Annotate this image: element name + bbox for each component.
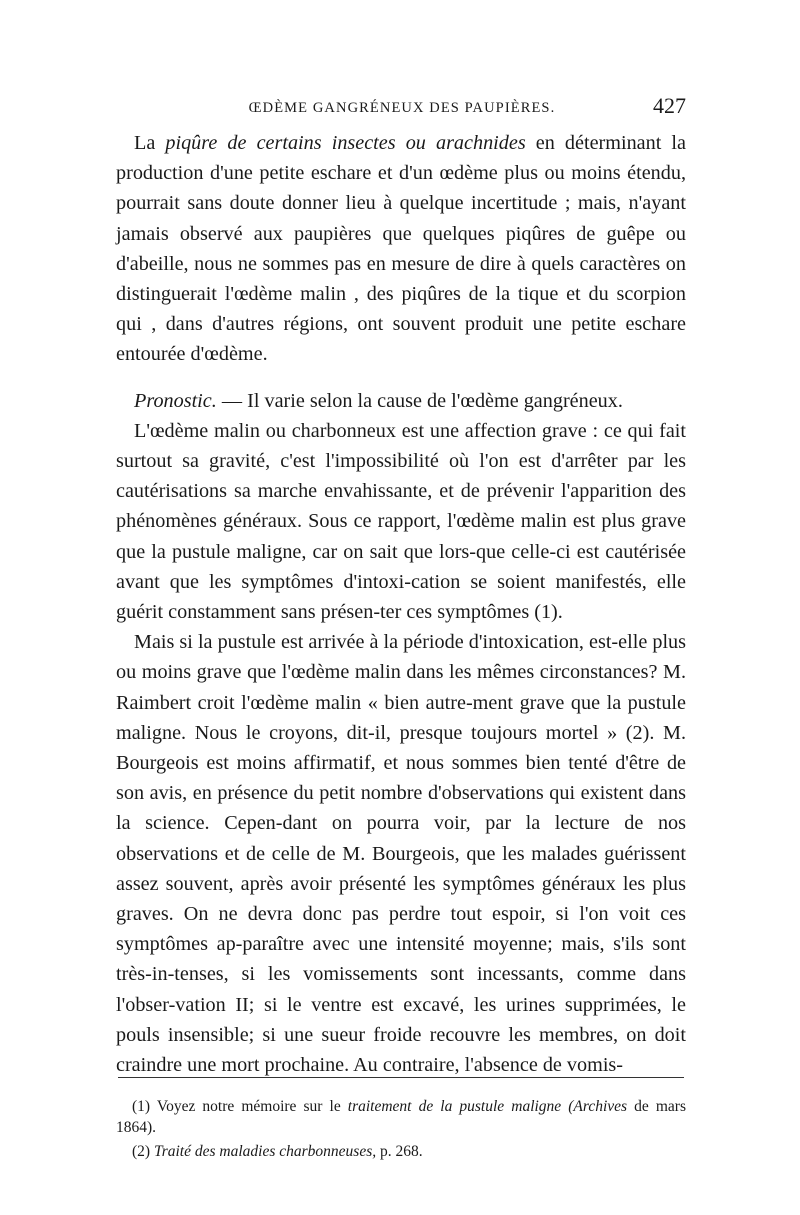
footnote-2 xyxy=(116,1142,686,1163)
paragraph-pustule: Mais si la pustule est arrivée à la période d'intoxication, est-elle plus ou moins grave que l'œdème malin dans les mêmes circonstances? M. Raimbert croit l'œdème malin « bien autre-ment grave que la pustule maligne. Nous le croyons, dit-il, presque toujours mortel » (2). M. Bourgeois est moins affirmatif, et nous sommes bien tenté d'être de son avis, en présence du petit nombre d'observations qui existent dans la science. Cepen-dant on pourra voir, par la lecture de nos observations et de celle de M. Bourgeois, que les malades guérissent assez souvent, après avoir présenté les symptômes généraux les plus graves. On ne devra donc pas perdre tout espoir, si l'on voit ces symptômes ap-paraître avec une intensité moyenne; mais, s'ils sont très-in-tenses, si les vomissements sont incessants, comme dans l'obser-vation II; si le ventre est excavé, les urines supprimées, le pouls insensible; si une sueur froide recouvre les membres, on doit craindre une mort prochaine. Au contraire, l'absence de vomis- xyxy=(116,631,686,1077)
footnote-divider xyxy=(118,1077,684,1078)
footnote-text: Voyez notre mémoire sur le xyxy=(156,1098,341,1115)
footnote-title: traitement de la pustule maligne (Archives xyxy=(347,1098,628,1115)
paragraph-text: — Il varie selon la cause de l'œdème gangréneux. xyxy=(221,389,623,412)
paragraph-malignant-edema: L'œdème malin ou charbonneux est une affection grave : ce qui fait surtout sa gravité, c'est l'impossibilité où l'on est d'arrêter par les cautérisations sa marche envahissante, et de prévenir l'apparition des phénomènes généraux. Sous ce rapport, l'œdème malin est plus grave que la pustule maligne, car on sait que lors-que celle-ci est cautérisée avant que les symptômes d'intoxi-cation se soient manifestés, elle guérit constamment sans présen-ter ces symptômes (1). xyxy=(116,419,686,624)
footnote-text: de mars 1864). xyxy=(116,1098,686,1136)
footnotes xyxy=(116,1097,686,1167)
section-heading: Pronostic. xyxy=(134,389,217,412)
paragraph-lead: La xyxy=(134,132,156,154)
footnote-title: Traité des maladies charbonneuses, xyxy=(153,1143,377,1160)
body-text xyxy=(116,128,686,1080)
paragraph-prognosis xyxy=(116,386,686,416)
emphasized-phrase: piqûre de certains insectes ou arachnides xyxy=(165,132,526,154)
running-title: ŒDÈME GANGRÉNEUX DES PAUPIÈRES. xyxy=(248,100,556,116)
footnote-marker: (1) xyxy=(132,1098,151,1115)
paragraph-insect-bites xyxy=(116,128,686,370)
footnote-1 xyxy=(116,1097,686,1138)
paragraph-text: en déterminant la production d'une petite eschare et d'un œdème plus ou moins étendu, pourrait sans doute donner lieu à quelque incertitude ; mais, n'ayant jamais observé aux paupières que quelques piqûres de guêpe ou d'abeille, nous ne sommes pas en mesure de dire à quels caractères on distinguerait l'œdème malin , des piqûres de la tique et du scorpion qui , dans d'autres régions, ont souvent produit une petite eschare entourée d'œdème. xyxy=(116,132,686,366)
running-head xyxy=(118,93,686,123)
footnote-marker: (2) xyxy=(132,1143,151,1160)
footnote-text: p. 268. xyxy=(379,1143,423,1160)
page-number: 427 xyxy=(653,93,686,118)
